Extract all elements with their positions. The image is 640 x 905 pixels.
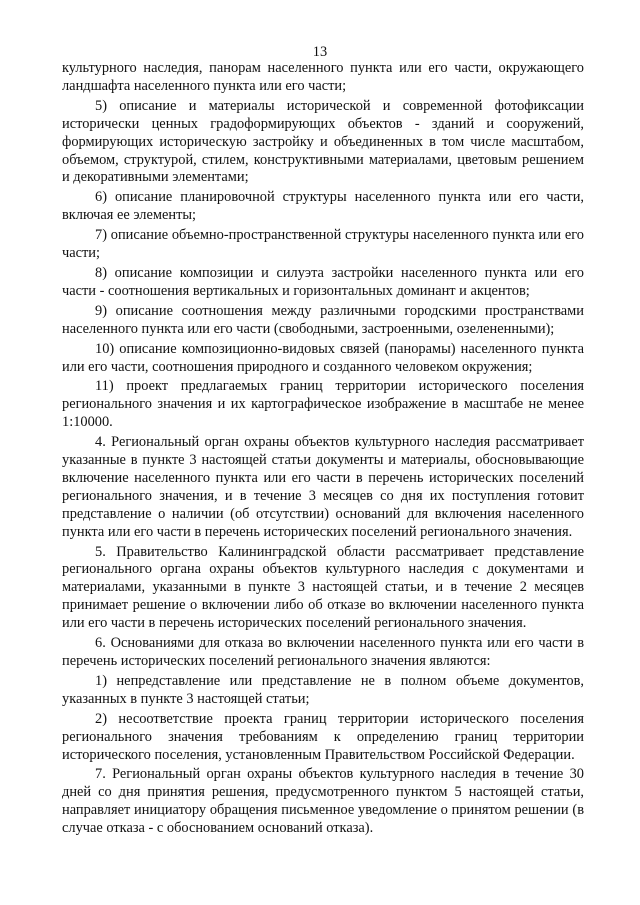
paragraph-item-5: 5) описание и материалы исторической и современной фотофиксации исторически ценных градоформирующих объектов - зданий и сооружений, формирующих историческую застройку и объединенных в том числе масштабом, объемом, структурой, стилем, конструктивными материалами, цветовым решением и декоративными элементами; [62, 97, 584, 186]
paragraph-item-10: 10) описание композиционно-видовых связей (панорамы) населенного пункта или его части, соотношения природного и созданного человеком окружения; [62, 340, 584, 375]
paragraph-clause-5: 5. Правительство Калининградской области рассматривает представление регионального органа охраны объектов культурного наследия с документами и материалами, указанными в пункте 3 настоящей статьи, и в течение 2 месяцев принимает решение о включении либо об отказе во включении населенного пункта или его части в перечень исторических поселений регионального значения. [62, 543, 584, 632]
page-number: 13 [312, 44, 328, 60]
paragraph-item-9: 9) описание соотношения между различными городскими пространствами населенного пункта или его части (свободными, застроенными, озелененными); [62, 302, 584, 337]
paragraph-clause-7: 7. Региональный орган охраны объектов культурного наследия в течение 30 дней со дня принятия решения, предусмотренного пунктом 5 настоящей статьи, направляет инициатору обращения письменное уведомление о принятом решении (в случае отказа - с обоснованием оснований отказа). [62, 766, 584, 837]
paragraph-item-7: 7) описание объемно-пространственной структуры населенного пункта или его части; [62, 227, 584, 262]
paragraph-clause-4: 4. Региональный орган охраны объектов культурного наследия рассматривает указанные в пункте 3 настоящей статьи документы и материалы, обосновывающие включение населенного пункта или его части в перечень исторических поселений регионального значения, и в течение 3 месяцев со дня их поступления готовит представление о наличии (об отсутствии) оснований для включения населенного пункта или его части в перечень исторических поселений регионального значения. [62, 434, 584, 540]
paragraph-clause-6: 6. Основаниями для отказа во включении населенного пункта или его части в перечень исторических поселений регионального значения являются: [62, 635, 584, 669]
paragraph-reason-1: 1) непредставление или представление не в полном объеме документов, указанных в пункте 3 настоящей статьи; [62, 672, 584, 707]
paragraph-item-8: 8) описание композиции и силуэта застройки населенного пункта или его части - соотношения вертикальных и горизонтальных доминант и акцентов; [62, 264, 584, 299]
paragraph-item-11: 11) проект предлагаемых границ территории исторического поселения регионального значения и их картографическое изображение в масштабе не менее 1:10000. [62, 378, 584, 431]
paragraph-item-6: 6) описание планировочной структуры населенного пункта или его части, включая ее элементы; [62, 189, 584, 224]
document-body [62, 60, 584, 840]
paragraph-reason-2: 2) несоответствие проекта границ территории исторического поселения регионального значения требованиям к определению границ территории исторического поселения, установленным Правительством Российской Федерации. [62, 710, 584, 763]
paragraph-continuation: культурного наследия, панорам населенного пункта или его части, окружающего ландшафта населенного пункта или его части; [62, 60, 584, 94]
